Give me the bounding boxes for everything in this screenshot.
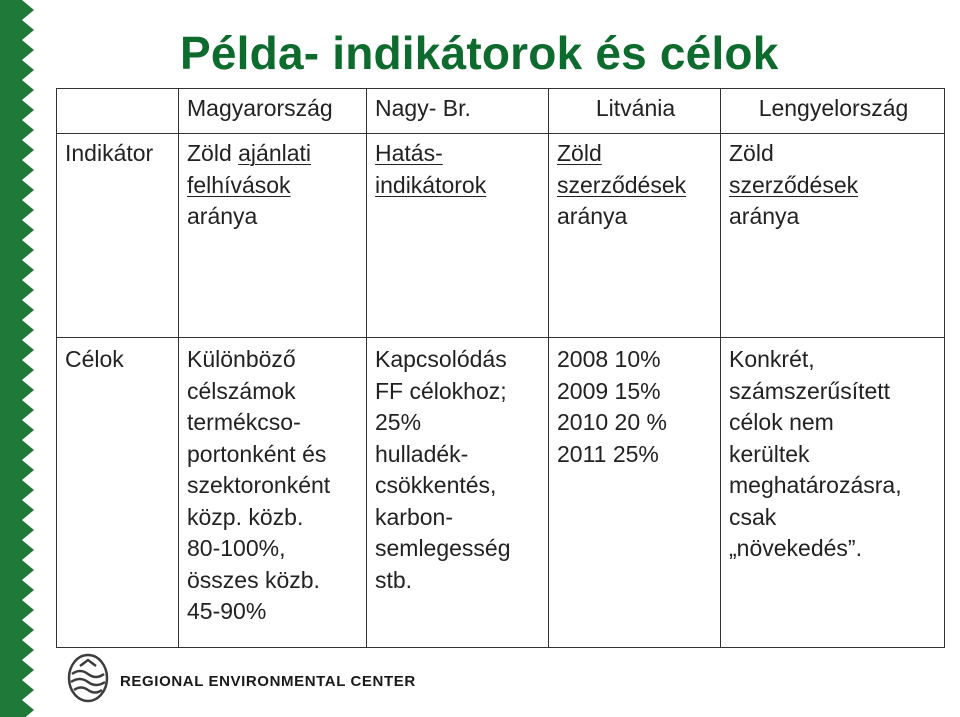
header-litvania: Litvánia (549, 89, 721, 134)
target-cell-lengyelorszag: Konkrét, számszerűsített célok nem kerültek meghatározásra, csak „növekedés”. (721, 338, 945, 648)
sawtooth-tooth (22, 700, 34, 717)
sawtooth-tooth (22, 500, 34, 520)
target-cell-nagy-br: Kapcsolódás FF célokhoz; 25% hulladék- csökkentés, karbon- semlegesség stb. (367, 338, 549, 648)
sawtooth-tooth (22, 80, 34, 100)
row-label-indikator: Indikátor (57, 134, 179, 338)
indicator-cell-magyarorszag (179, 134, 367, 338)
text: aránya (729, 203, 800, 229)
indicator-cell-lengyelorszag (721, 134, 945, 338)
text: aránya (557, 203, 628, 229)
sawtooth-tooth (22, 620, 34, 640)
link-hatas[interactable]: Hatás- (375, 140, 443, 166)
sawtooth-tooth (22, 420, 34, 440)
sawtooth-tooth (22, 520, 34, 540)
sawtooth-tooth (22, 400, 34, 420)
sawtooth-tooth (22, 560, 34, 580)
sawtooth-tooth (22, 40, 34, 60)
table-row-indikator (57, 134, 945, 338)
sawtooth-tooth (22, 300, 34, 320)
text: Zöld (187, 140, 239, 166)
link-indikatorok[interactable]: indikátorok (375, 171, 487, 198)
sawtooth-tooth (22, 660, 34, 680)
link-ajanlati[interactable]: ajánlati (238, 140, 312, 166)
sawtooth-tooth (22, 140, 34, 160)
table-row-celok (57, 338, 945, 648)
sawtooth-tooth (22, 60, 34, 80)
sawtooth-tooth (22, 100, 34, 120)
organization-name: REGIONAL ENVIRONMENTAL CENTER (120, 673, 416, 690)
target-cell-litvania: 2008 10% 2009 15% 2010 20 % 2011 25% (549, 338, 721, 648)
sawtooth-tooth (22, 480, 34, 500)
indicator-table (56, 88, 945, 648)
sawtooth-tooth (22, 320, 34, 340)
link-szerzodesek-pl[interactable]: szerződések (729, 171, 859, 198)
indicator-cell-litvania (549, 134, 721, 338)
sawtooth-tooth (22, 220, 34, 240)
sawtooth-tooth (22, 240, 34, 260)
link-felhivasok[interactable]: felhívások (187, 171, 291, 198)
sawtooth-tooth (22, 580, 34, 600)
sawtooth-tooth (22, 540, 34, 560)
header-nagy-br: Nagy- Br. (367, 89, 549, 134)
sawtooth-tooth (22, 440, 34, 460)
link-szerzodesek-lt[interactable]: szerződések (557, 171, 687, 198)
header-magyarorszag: Magyarország (179, 89, 367, 134)
sawtooth-tooth (22, 20, 34, 40)
sawtooth-tooth (22, 600, 34, 620)
sawtooth-tooth (22, 120, 34, 140)
slide-title: Példa- indikátorok és célok (180, 27, 779, 79)
rec-logo-icon (66, 652, 110, 704)
target-cell-magyarorszag: Különböző célszámok termékcso- portonként és szektoronként közp. közb. 80-100%, összes közb. 45-90% (179, 338, 367, 648)
sawtooth-tooth (22, 380, 34, 400)
header-empty-cell (57, 89, 179, 134)
sawtooth-tooth (22, 640, 34, 660)
sawtooth-tooth (22, 680, 34, 700)
text: aránya (187, 203, 258, 229)
decorative-green-sawtooth-bar (0, 0, 38, 717)
sawtooth-tooth (22, 200, 34, 220)
sawtooth-tooth (22, 280, 34, 300)
sawtooth-tooth (22, 160, 34, 180)
row-label-celok: Célok (57, 338, 179, 648)
sawtooth-tooth (22, 460, 34, 480)
indicator-cell-nagy-br (367, 134, 549, 338)
sawtooth-tooth (22, 360, 34, 380)
header-lengyelorszag: Lengyelország (721, 89, 945, 134)
sawtooth-tooth (22, 0, 34, 20)
sawtooth-tooth (22, 340, 34, 360)
sawtooth-tooth (22, 260, 34, 280)
table-header-row (57, 89, 945, 134)
link-zold-lt[interactable]: Zöld (557, 140, 602, 166)
sawtooth-tooth (22, 180, 34, 200)
text: Zöld (729, 140, 774, 166)
